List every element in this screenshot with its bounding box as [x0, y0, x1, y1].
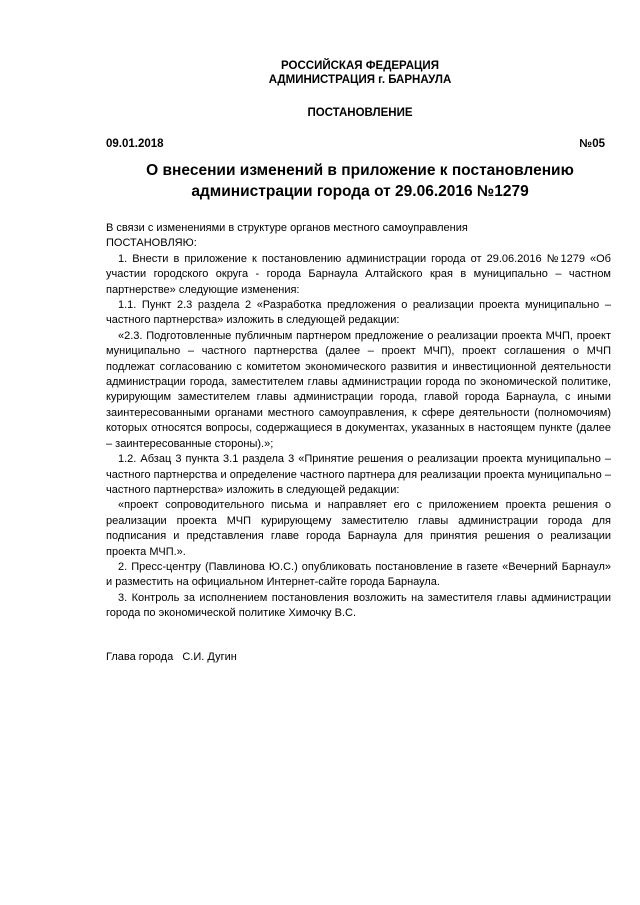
paragraph-1-2-quote: «проект сопроводительного письма и направляет его с приложением проекта решения о реализации проекта МЧП курирующему заместителю главы администрации города для подписания и представления главе города Барнаула для принятия решения о реализации проекта МЧП.».: [106, 499, 611, 558]
document-number: №05: [579, 138, 605, 150]
resolve-paragraph: ПОСТАНОВЛЯЮ:: [106, 237, 197, 250]
intro-paragraph: В связи с изменениями в структуре органов местного самоуправления: [106, 222, 468, 234]
document-body: [106, 221, 611, 622]
title-line-1: О внесении изменений в приложение к постановлению: [146, 162, 574, 179]
document-date: 09.01.2018: [106, 138, 164, 150]
header-administration: АДМИНИСТРАЦИЯ г. БАРНАУЛА: [268, 74, 452, 86]
paragraph-1-2: 1.2. Абзац 3 пункта 3.1 раздела 3 «Принятие решения о реализации проекта муниципально – частного партнерства и определение частного партнера для реализации проекта муниципально – частного партнерства» изложить в следующей редакции:: [106, 453, 611, 496]
document-title: [120, 160, 600, 202]
title-line-2: администрации города от 29.06.2016 №1279: [191, 183, 529, 200]
paragraph-3: 3. Контроль за исполнением постановления возложить на заместителя главы администрации города по экономической политике Химочку В.С.: [106, 591, 611, 620]
paragraph-1-1-quote: «2.3. Подготовленные публичным партнером предложение о реализации проекта МЧП, проект муниципально – частного партнерства (далее – проект МЧП), проект соглашения о МЧП подлежат согласованию с комитетом экономического развития и инвестиционной деятельности администрации города, заместителем главы администрации города по экономической политике, курирующим заместителем главы администрации города, главой города Барнаула, с иными заинтересованными органами местного самоуправления, к сфере деятельности (полномочиям) которых относятся вопросы, содержащиеся в документах, указанных в настоящем пункте (далее – заинтересованные стороны).»;: [106, 329, 611, 450]
date-number-row: [106, 138, 605, 150]
header-country: РОССИЙСКАЯ ФЕДЕРАЦИЯ: [281, 60, 439, 72]
paragraph-2: 2. Пресс-центру (Павлинова Ю.С.) опубликовать постановление в газете «Вечерний Барнаул» и разместить на официальном Интернет-сайте города Барнаула.: [106, 560, 611, 589]
signature-line: Глава города С.И. Дугин: [106, 651, 237, 663]
document-type: ПОСТАНОВЛЕНИЕ: [307, 107, 413, 119]
paragraph-1-1: 1.1. Пункт 2.3 раздела 2 «Разработка предложения о реализации проекта муниципально – частного партнерства» изложить в следующей редакции:: [106, 299, 611, 327]
paragraph-1: 1. Внести в приложение к постановлению администрации города от 29.06.2016 №1279 «Об участии городского округа - города Барнаула Алтайского края в муниципально – частном партнерстве» следующие изменения:: [106, 252, 611, 296]
